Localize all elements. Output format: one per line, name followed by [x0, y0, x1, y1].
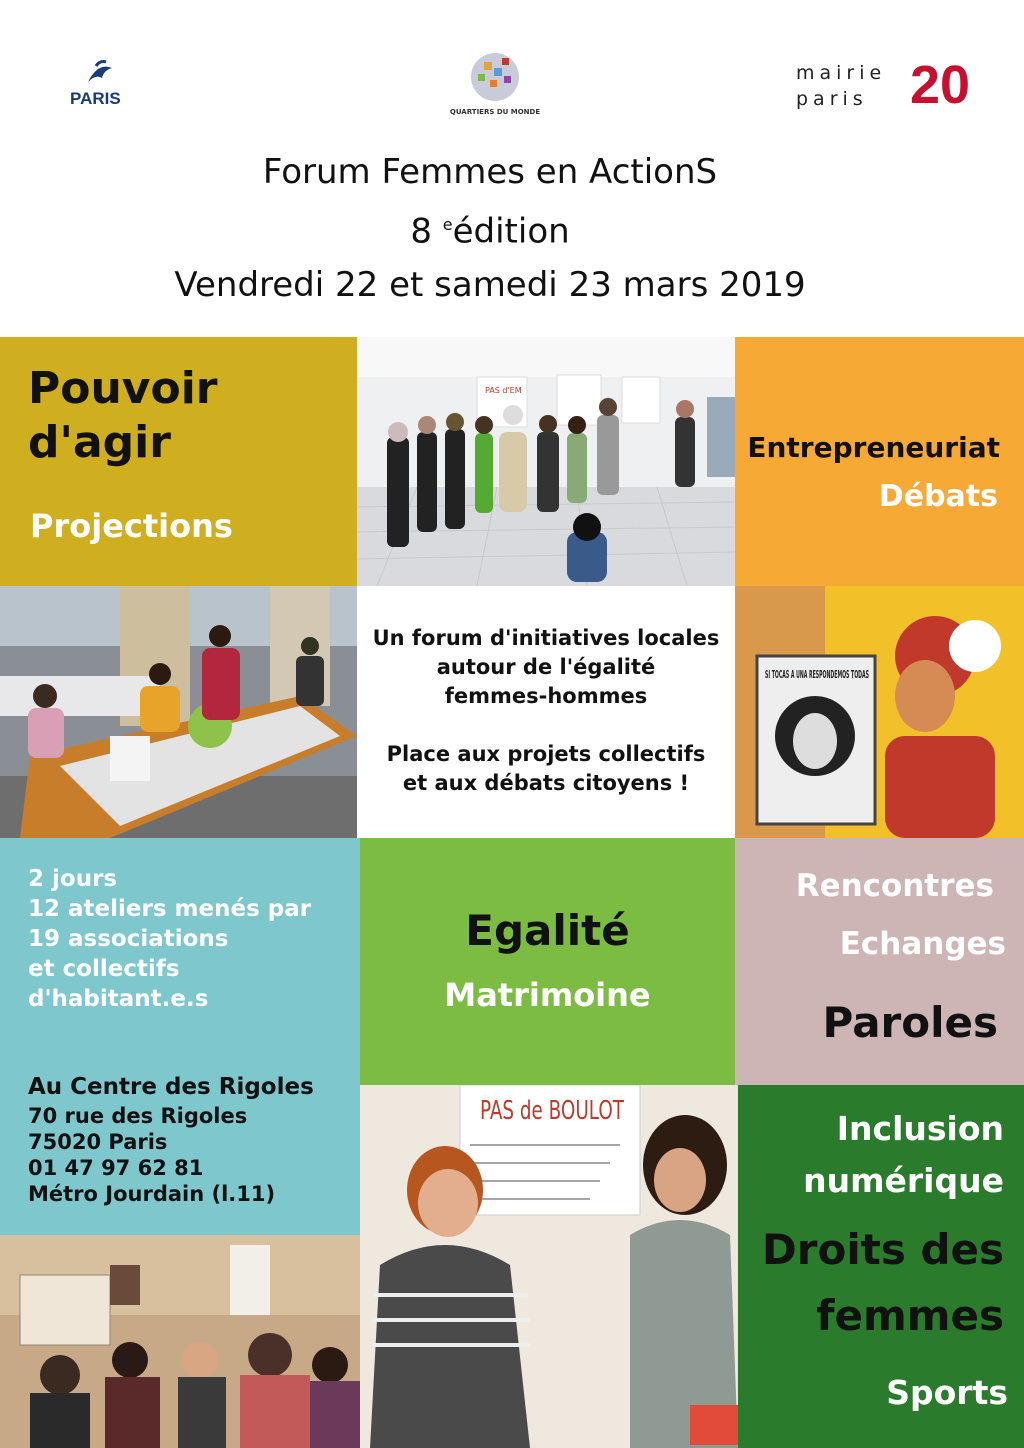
venue-phone: 01 47 97 62 81 [28, 1156, 204, 1180]
tile-pouvoir-dagir [0, 337, 357, 586]
photo-mural [735, 586, 1024, 838]
venue-postcode: 75020 Paris [28, 1130, 168, 1154]
title-dates: Vendredi 22 et samedi 23 mars 2019 [174, 265, 806, 306]
photo-sign-1: PAS d'EM [485, 386, 522, 395]
edition-sup: e [442, 215, 453, 234]
quartiers-du-monde-text: QUARTIERS DU MONDE [449, 108, 541, 116]
tile-rencontres [735, 838, 1024, 1085]
femmes-label: femmes [816, 1291, 1004, 1340]
paris-text: paris [796, 88, 868, 110]
mairie-text: mairie [796, 62, 887, 84]
quartiers-du-monde-logo [440, 50, 550, 120]
tile-egalite [360, 838, 735, 1085]
pouvoir-line2: d'agir [28, 417, 171, 468]
photo-discussion [360, 1085, 738, 1448]
matrimoine-label: Matrimoine [444, 976, 651, 1014]
debats-label: Débats [878, 479, 998, 514]
sports-label: Sports [886, 1373, 1008, 1412]
page-title [0, 150, 980, 308]
title-forum: Forum Femmes en ActionS [262, 152, 718, 192]
info-ateliers: 12 ateliers menés par [28, 896, 312, 922]
tile-forum-description [357, 586, 735, 838]
tile-inclusion [738, 1085, 1024, 1448]
desc-line-5: et aux débats citoyens ! [402, 771, 690, 795]
droits-label: Droits des [761, 1225, 1004, 1274]
venue-name: Au Centre des Rigoles [28, 1074, 314, 1100]
mairie-paris-20-logo [794, 55, 994, 116]
inclusion-label: Inclusion [836, 1109, 1004, 1148]
paris-logo [66, 58, 130, 110]
photo-group-gathering [0, 1235, 360, 1448]
photo-market-stalls [0, 586, 357, 838]
tile-info [0, 838, 360, 1235]
paroles-label: Paroles [822, 998, 998, 1047]
pouvoir-line1: Pouvoir [28, 363, 218, 414]
paris-ship-icon [66, 58, 130, 88]
desc-line-4: Place aux projets collectifs [386, 742, 706, 766]
echanges-label: Echanges [839, 926, 1006, 962]
info-associations: 19 associations [28, 926, 229, 952]
edition-word: édition [452, 211, 570, 252]
paris-logo-text: PARIS [70, 89, 121, 108]
photo-workshop-circle [357, 337, 735, 586]
info-collectifs: et collectifs [28, 956, 180, 982]
title-edition [0, 194, 980, 262]
desc-line-3: femmes-hommes [444, 684, 648, 708]
egalite-label: Egalité [465, 906, 630, 955]
forum-description [357, 624, 735, 798]
globe-icon [440, 50, 550, 105]
venue-metro: Métro Jourdain (l.11) [28, 1182, 276, 1206]
info-jours: 2 jours [28, 866, 118, 892]
rencontres-label: Rencontres [795, 868, 994, 904]
venue-address: 70 rue des Rigoles [28, 1104, 248, 1128]
arrondissement-number: 20 [910, 55, 971, 115]
entrepreneuriat-label: Entrepreneuriat [747, 431, 1000, 464]
numerique-label: numérique [803, 1161, 1004, 1200]
edition-number: 8 [410, 211, 432, 252]
info-habitants: d'habitant.e.s [28, 986, 209, 1012]
projections-label: Projections [30, 507, 233, 545]
poster-text: SI TOCAS A UNA RESPONDEMOS TODAS [765, 668, 870, 681]
tile-entrepreneuriat [735, 337, 1024, 586]
desc-line-2: autour de l'égalité [436, 655, 656, 679]
desc-line-1: Un forum d'initiatives locales [372, 626, 720, 650]
photo-sign-boulot: PAS de BOULOT [480, 1096, 625, 1126]
